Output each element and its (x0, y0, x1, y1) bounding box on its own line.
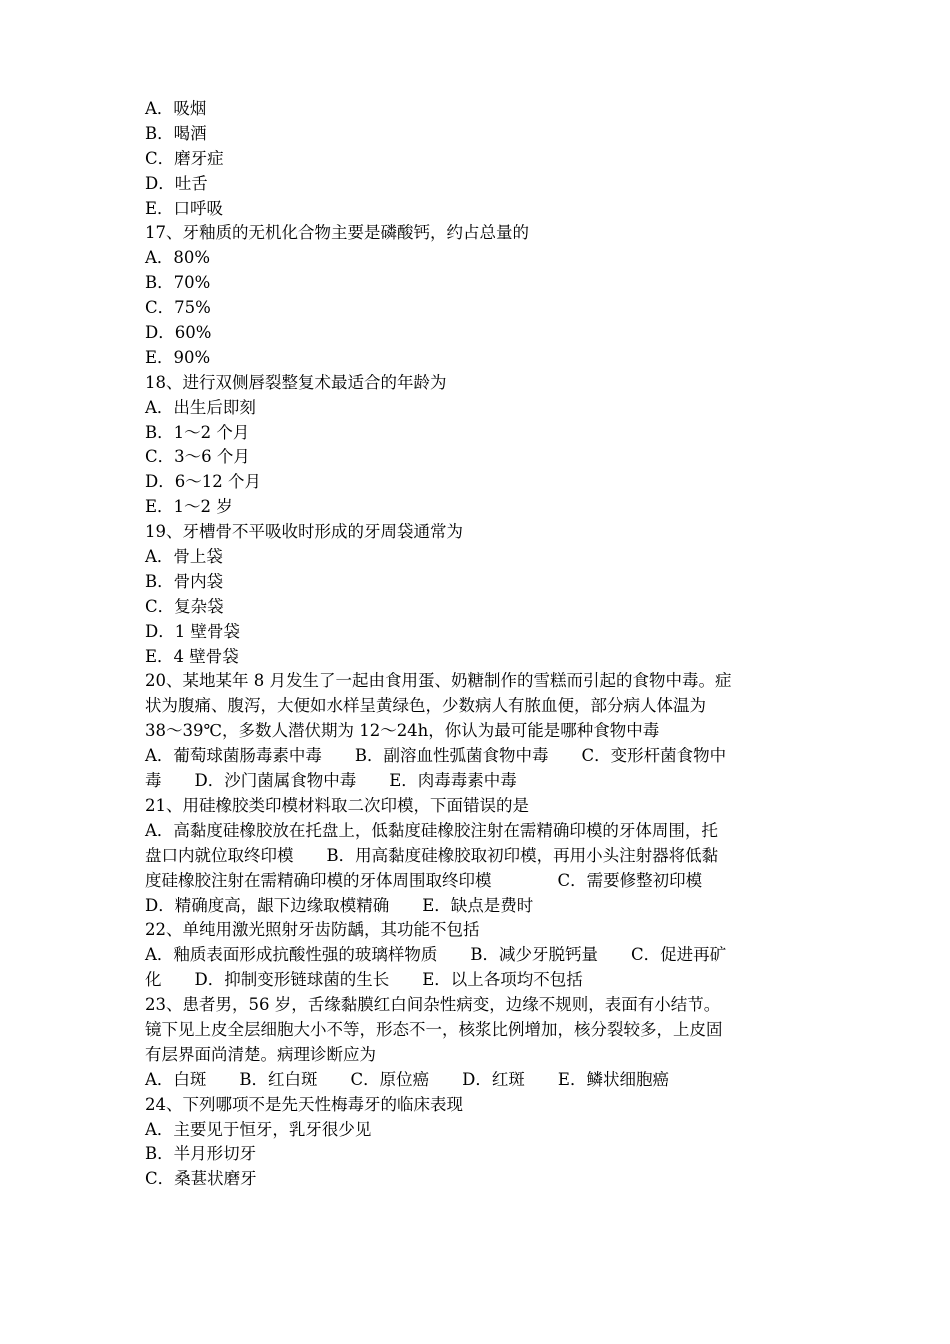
text-line: C．3～6 个月 (145, 447, 250, 467)
text-line: D．60% (145, 323, 212, 343)
text-line: C．75% (145, 298, 211, 318)
question-23: 23、患者男，56 岁，舌缘黏膜红白间杂性病变，边缘不规则，表面有小结节。 (145, 995, 721, 1015)
text-line: B．喝酒 (145, 123, 207, 143)
question-21: 21、用硅橡胶类印模材料取二次印模，下面错误的是 (145, 795, 529, 815)
text-line: 状为腹痛、腹泻，大便如水样呈黄绿色，少数病人有脓血便，部分病人体温为 (145, 696, 706, 716)
text-line: D．1 壁骨袋 (145, 621, 240, 641)
text-line: 38～39℃，多数人潜伏期为 12～24h，你认为最可能是哪种食物中毒 (145, 721, 660, 741)
document-page (145, 97, 815, 1192)
question-19: 19、牙槽骨不平吸收时形成的牙周袋通常为 (145, 522, 463, 542)
question-17: 17、牙釉质的无机化合物主要是磷酸钙，约占总量的 (145, 223, 529, 243)
text-line: B．半月形切牙 (145, 1144, 257, 1164)
text-line: A．80% (145, 248, 211, 268)
text-line: D．精确度高，龈下边缘取模精确 E．缺点是费时 (145, 895, 534, 915)
question-18: 18、进行双侧唇裂整复术最适合的年龄为 (145, 372, 447, 392)
text-line: 化 D．抑制变形链球菌的生长 E．以上各项均不包括 (145, 970, 583, 990)
text-line: A．吸烟 (145, 99, 207, 118)
text-line: 度硅橡胶注射在需精确印模的牙体周围取终印模 C．需要修整初印模 (145, 870, 703, 890)
text-line: B．1～2 个月 (145, 422, 250, 442)
text-line: D．吐舌 (145, 173, 208, 193)
text-line: 有层界面尚清楚。病理诊断应为 (145, 1044, 376, 1064)
text-line: 盘口内就位取终印模 B．用高黏度硅橡胶取初印模，再用小头注射器将低黏 (145, 845, 719, 865)
question-22: 22、单纯用激光照射牙齿防龋，其功能不包括 (145, 920, 480, 940)
text-line: A．高黏度硅橡胶放在托盘上，低黏度硅橡胶注射在需精确印模的牙体周围，托 (145, 820, 718, 840)
text-line: 毒 D．沙门菌属食物中毒 E．肉毒毒素中毒 (145, 771, 517, 791)
text-line: C．桑葚状磨牙 (145, 1169, 257, 1189)
text-line: A．葡萄球菌肠毒素中毒 B．副溶血性弧菌食物中毒 C．变形杆菌食物中 (145, 746, 727, 766)
text-line: E．口呼吸 (145, 198, 224, 218)
text-line: A．白斑 B．红白斑 C．原位癌 D．红斑 E．鳞状细胞癌 (145, 1069, 669, 1089)
text-line: A．釉质表面形成抗酸性强的玻璃样物质 B．减少牙脱钙量 C．促进再矿 (145, 945, 727, 965)
question-20: 20、某地某年 8 月发生了一起由食用蛋、奶糖制作的雪糕而引起的食物中毒。症 (145, 671, 732, 691)
question-24: 24、下列哪项不是先天性梅毒牙的临床表现 (145, 1094, 463, 1114)
text-line: A．出生后即刻 (145, 397, 256, 417)
text-line: B．骨内袋 (145, 571, 224, 591)
text-line: E．90% (145, 347, 211, 367)
text-line: B．70% (145, 273, 211, 293)
text-line: A．骨上袋 (145, 547, 223, 567)
text-line: D．6～12 个月 (145, 472, 261, 492)
text-line: C．磨牙症 (145, 148, 224, 168)
text-line: E．4 壁骨袋 (145, 646, 239, 666)
text-line: C．复杂袋 (145, 596, 224, 616)
text-line: 镜下见上皮全层细胞大小不等，形态不一，核浆比例增加，核分裂较多，上皮固 (145, 1019, 723, 1039)
text-line: E．1～2 岁 (145, 497, 233, 517)
text-line: A．主要见于恒牙，乳牙很少见 (145, 1119, 372, 1139)
